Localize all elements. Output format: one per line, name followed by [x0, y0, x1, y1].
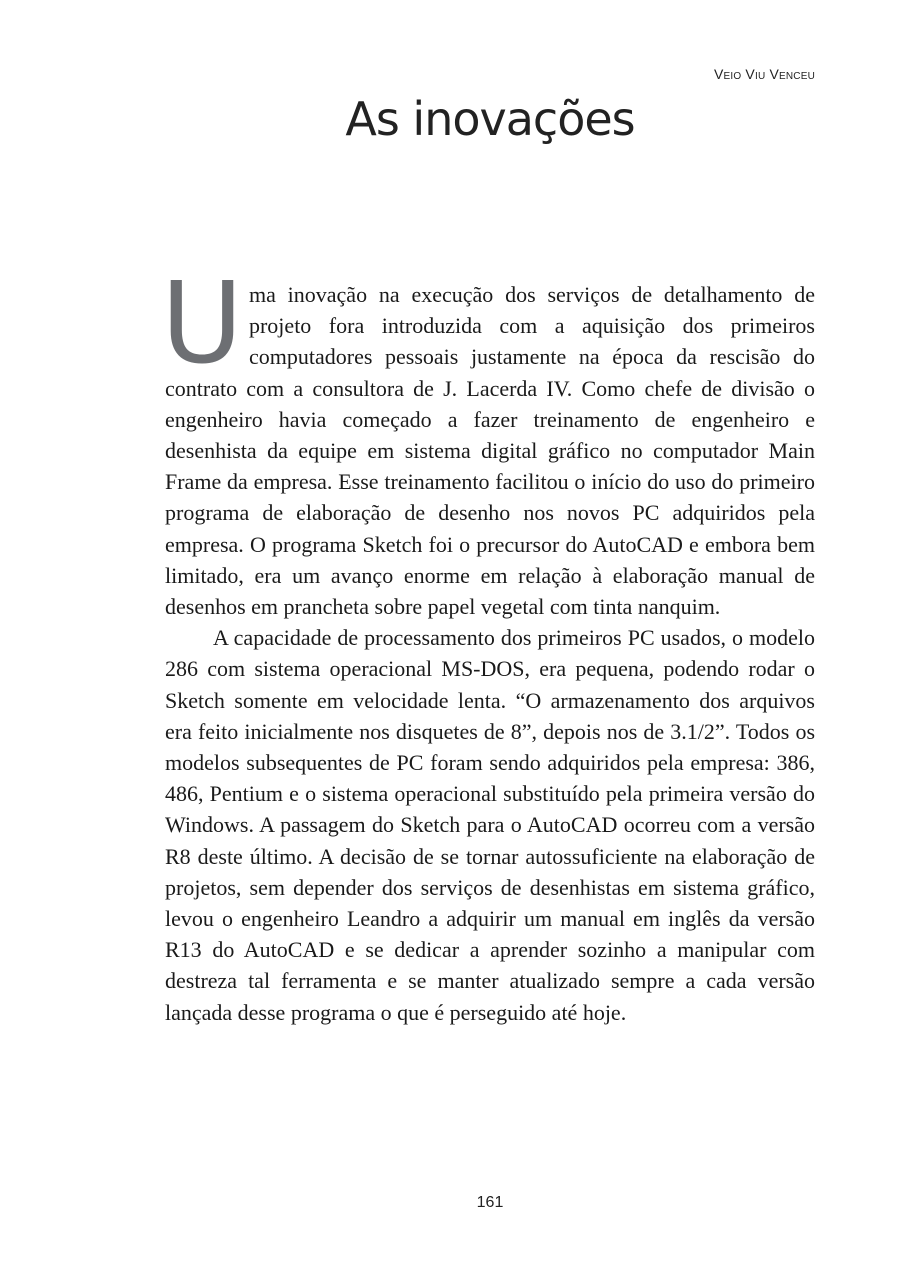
paragraph-2: A capacidade de processamento dos primeiros PC usados, o modelo 286 com sistema operacional MS-DOS, era pequena, podendo rodar o Sketch somente em velocidade lenta. “O armazenamento dos arquivos era feito inicialmente nos disquetes de 8”, depois nos de 3.1/2”. Todos os modelos subsequentes de PC foram sendo adquiridos pela empresa: 386, 486, Pentium e o sistema operacional substituído pela primeira versão do Windows. A passagem do Sketch para o AutoCAD ocorreu com a versão R8 deste último. A decisão de se tornar autossuficiente na elaboração de projetos, sem depender dos serviços de desenhistas em sistema gráfico, levou o engenheiro Leandro a adquirir um manual em inglês da versão R13 do AutoCAD e se dedicar a aprender sozinho a manipular com destreza tal ferramenta e se manter atualizado sempre a cada versão lançada desse programa o que é perseguido até hoje.	[165, 625, 815, 1025]
page-number: 161	[476, 1194, 504, 1211]
drop-cap: U	[161, 259, 243, 389]
chapter-title: As inovações	[345, 92, 635, 146]
running-header: Veio Viu Venceu	[713, 66, 815, 82]
chapter-body	[161, 259, 815, 1028]
paragraph-1-text: ma inovação na execução dos serviços de detalhamento de projeto fora introduzida com a aquisição dos primeiros computadores pessoais justamente na época da rescisão do contrato com a consultora de J. Lacerda IV. Como chefe de divisão o engenheiro havia começado a fazer treinamento de engenheiro e desenhista da equipe em sistema digital gráfico no computador Main Frame da empresa. Esse treinamento facilitou o início do uso do primeiro programa de elaboração de desenho nos novos PC adquiridos pela empresa. O programa Sketch foi o precursor do AutoCAD e embora bem limitado, era um avanço enorme em relação à elaboração manual de desenhos em prancheta sobre papel vegetal com tinta nanquim.	[165, 282, 815, 620]
paragraph-1	[161, 259, 815, 622]
